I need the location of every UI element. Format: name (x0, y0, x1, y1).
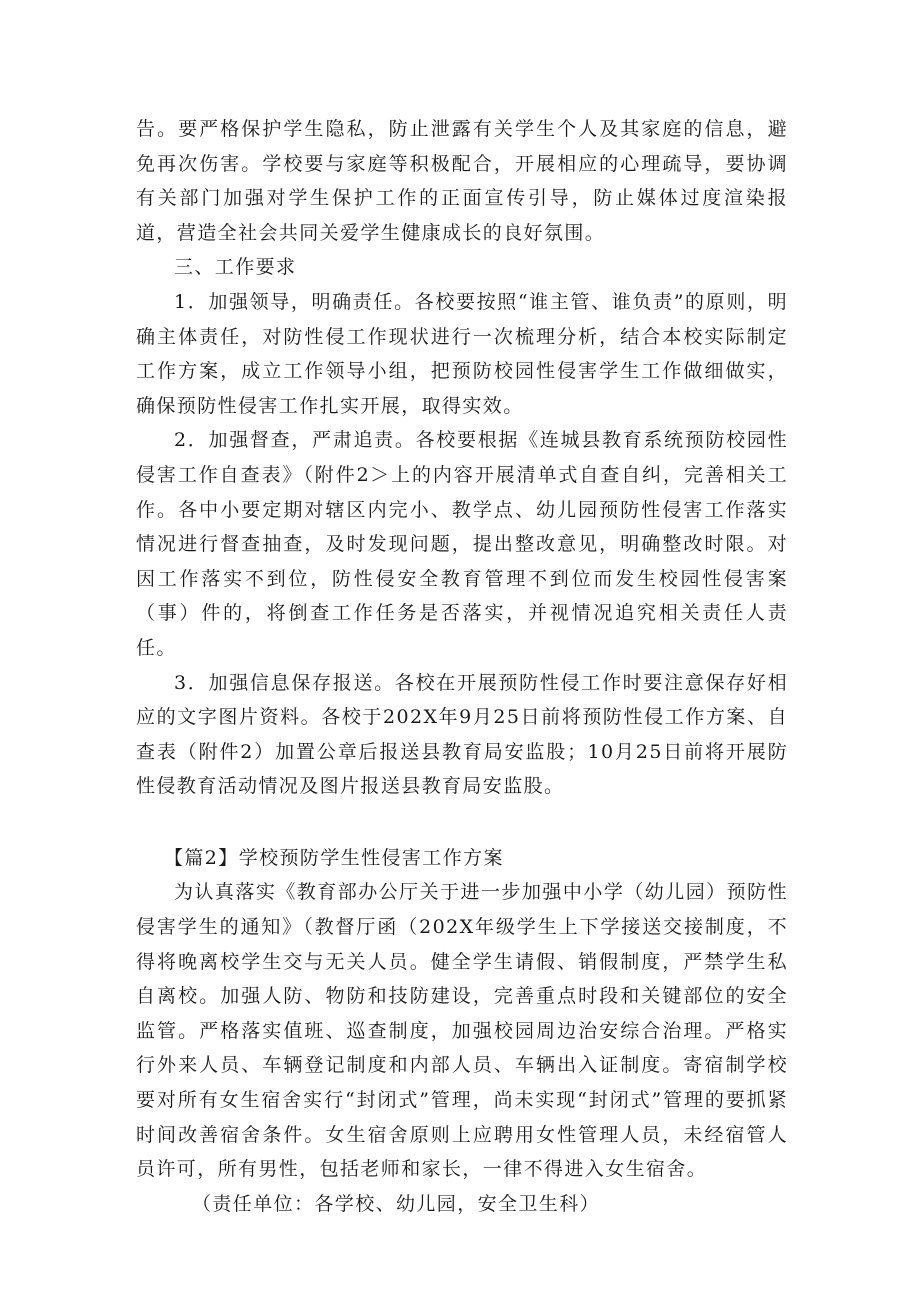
paragraph-part-2-intro: 为认真落实《教育部办公厅关于进一步加强中小学（幼儿园）预防性侵害学生的通知》（教督厅函（202X年级学生上下学接送交接制度，不得将晚离校学生交与无关人员。健全学生请假、销假制度，严禁学生私自离校。加强人防、物防和技防建设，完善重点时段和关键部位的安全监管。严格落实值班、巡查制度，加强校园周边治安综合治理。严格实行外来人员、车辆登记制度和内部人员、车辆出入证制度。寄宿制学校要对所有女生宿舍实行“封闭式”管理，尚未实现“封闭式”管理的要抓紧时间改善宿舍条件。女生宿舍原则上应聘用女性管理人员，未经宿管人员许可，所有男性，包括老师和家长，一律不得进入女生宿舍。 (136, 881, 788, 1181)
paragraph-privacy-protection: 告。要严格保护学生隐私，防止泄露有关学生个人及其家庭的信息，避免再次伤害。学校要与家庭等积极配合，开展相应的心理疏导，要协调有关部门加强对学生保护工作的正面宣传引导，防止媒体过度渲染报道，营造全社会共同关爱学生健康成长的良好氛围。 (136, 118, 788, 244)
section-title-part-2: 【篇2】学校预防学生性侵害工作方案 (164, 846, 504, 869)
paragraph-requirement-2: 2．加强督查，严肃追责。各校要根据《连城县教育系统预防校园性侵害工作自查表》（附件2＞上的内容开展清单式自查自纠，完善相关工作。各中小要定期对辖区内完小、教学点、幼儿园预防性侵害工作落实情况进行督查抽查，及时发现问题，提出整改意见，明确整改时限。对因工作落实不到位，防性侵安全教育管理不到位而发生校园性侵害案（事）件的，将倒查工作任务是否落实，并视情况追究相关责任人责任。 (136, 429, 788, 659)
document-body (136, 112, 788, 1221)
paragraph-requirement-3: 3．加强信息保存报送。各校在开展预防性侵工作时要注意保存好相应的文字图片资料。各校于202X年9月25日前将预防性侵工作方案、自查表（附件2）加置公章后报送县教育局安监股；10月25日前将开展防性侵教育活动情况及图片报送县教育局安监股。 (136, 671, 788, 798)
responsibility-note: （责任单位：各学校、幼儿园，安全卫生科） (192, 1192, 601, 1215)
heading-work-requirements: 三、工作要求 (174, 256, 297, 279)
paragraph-requirement-1: 1．加强领导，明确责任。各校要按照“谁主管、谁负责”的原则，明确主体责任，对防性侵工作现状进行一次梳理分析，结合本校实际制定工作方案，成立工作领导小组，把预防校园性侵害学生工作做细做实，确保预防性侵害工作扎实开展，取得实效。 (136, 290, 788, 417)
